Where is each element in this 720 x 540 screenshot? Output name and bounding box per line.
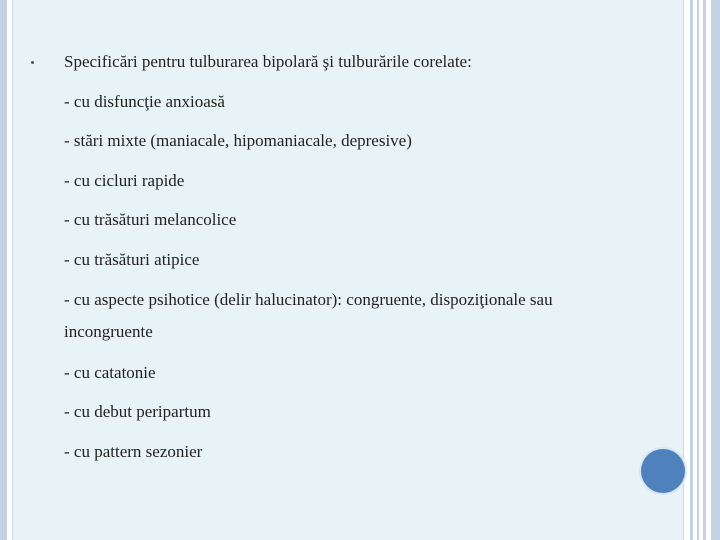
right-decorative-rule [703, 0, 706, 540]
right-decorative-rule [690, 0, 693, 540]
list-item: - cu aspecte psihotice (delir halucinator): congruente, dispoziţionale sau [64, 290, 553, 309]
list-item: - cu trăsături atipice [64, 250, 200, 269]
left-decorative-rule [0, 0, 7, 540]
slide-heading: Specificări pentru tulburarea bipolară şi tulburările corelate: [64, 52, 472, 71]
bullet-dot [31, 61, 34, 64]
right-decorative-rule [697, 0, 699, 540]
list-item: - cu cicluri rapide [64, 171, 185, 190]
list-item: - cu debut peripartum [64, 402, 211, 421]
list-item: - cu catatonie [64, 363, 156, 382]
list-item: - cu pattern sezonier [64, 442, 203, 461]
list-item: - cu trăsături melancolice [64, 210, 237, 229]
right-decorative-rule [711, 0, 720, 540]
list-item: - stări mixte (maniacale, hipomaniacale, depresive) [64, 131, 412, 150]
list-item-continuation: incongruente [64, 322, 153, 341]
decorative-circle [641, 449, 685, 493]
list-item: - cu disfuncţie anxioasă [64, 92, 225, 111]
